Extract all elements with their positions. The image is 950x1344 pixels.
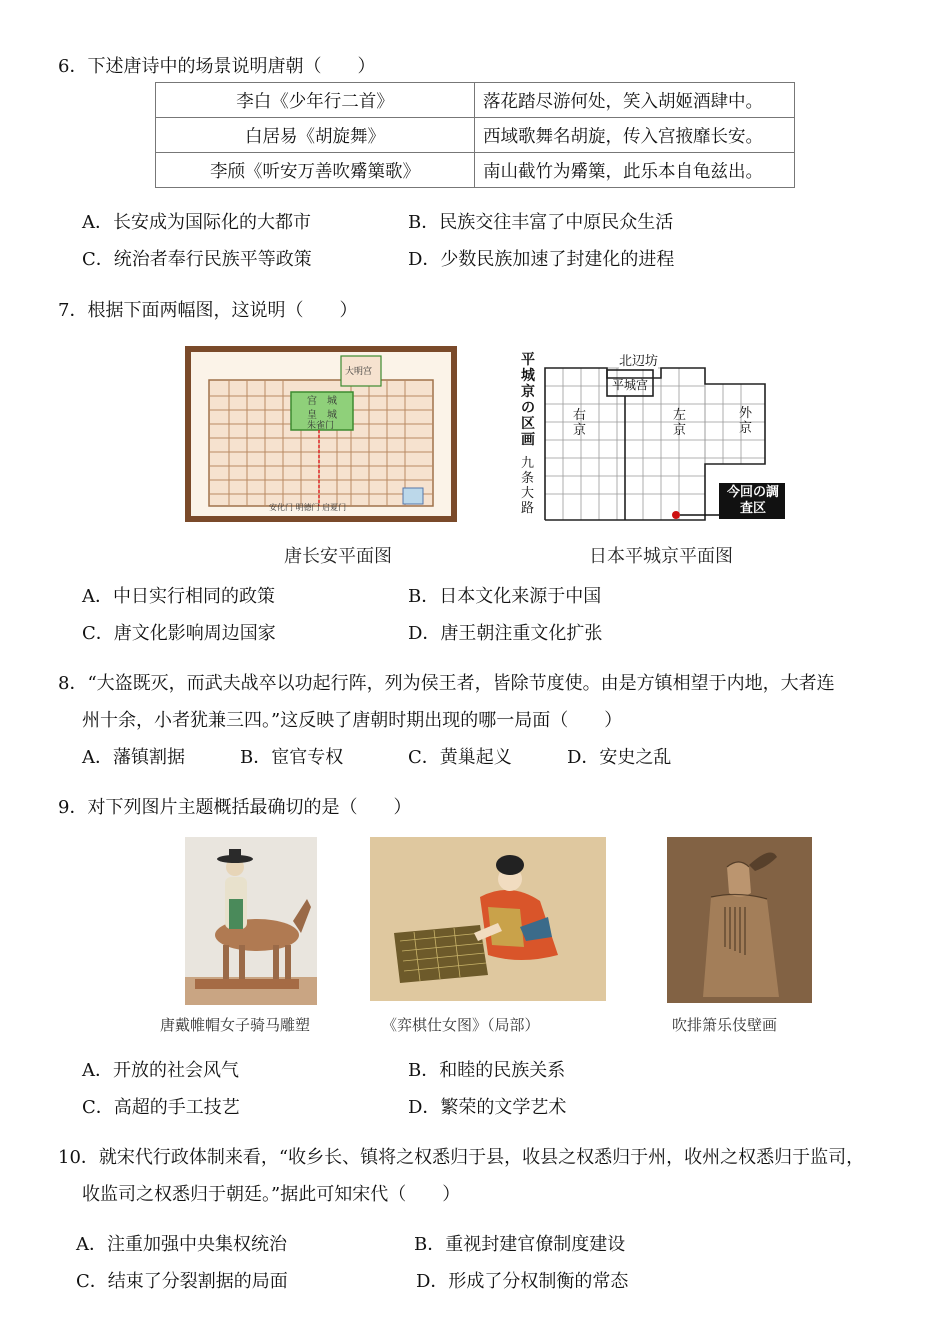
q10-option-b[interactable]: B．重视封建官僚制度建设 (414, 1234, 626, 1255)
zhuque-gate-label: 朱雀门 (307, 421, 335, 431)
q8-option-a[interactable]: A．藩镇割据 (82, 747, 185, 768)
panpipe-mural-illustration (667, 837, 812, 1003)
q9-option-c[interactable]: C．高超的手工技艺 (82, 1097, 240, 1118)
q10-option-a[interactable]: A．注重加强中央集权统治 (76, 1234, 287, 1255)
q10-option-c[interactable]: C．结束了分裂割据的局面 (76, 1271, 288, 1292)
q10-stem-line1: 10．就宋代行政体制来看，“收乡长、镇将之权悉归于县，收县之权悉归于州，收州之权悉归于监司， (58, 1147, 865, 1168)
rider-figurine-image (185, 837, 317, 1005)
panpipe-mural-caption: 吹排箫乐伎壁画 (672, 1016, 778, 1034)
q7-option-d[interactable]: D．唐王朝注重文化扩张 (408, 623, 603, 644)
weiqi-painting-image (370, 837, 606, 1001)
palace-label: 宫 城 (307, 396, 337, 407)
q6-option-b[interactable]: B．民族交往丰富了中原民众生活 (408, 212, 674, 233)
q6-option-a[interactable]: A．长安成为国际化的大都市 (82, 212, 311, 233)
kujo-road-label: 九条大路 (521, 456, 535, 516)
q8-option-d[interactable]: D．安史之乱 (567, 747, 672, 768)
poem-verse: 南山截竹为觱篥，此乐本自龟兹出。 (475, 153, 795, 188)
q10-stem-line2: 收监司之权悉归于朝廷。”据此可知宋代（ ） (82, 1184, 461, 1205)
heijo-palace-label: 平城宫 (612, 378, 649, 392)
q7-option-c[interactable]: C．唐文化影响周边国家 (82, 623, 276, 644)
q7-option-a[interactable]: A．中日实行相同的政策 (82, 586, 275, 607)
right-capital-label: 右京 (573, 408, 587, 438)
q9-option-b[interactable]: B．和睦的民族关系 (408, 1060, 566, 1081)
q9-option-a[interactable]: A．开放的社会风气 (82, 1060, 239, 1081)
q10-option-d[interactable]: D．形成了分权制衡的常态 (416, 1271, 629, 1292)
poem-verse: 落花踏尽游何处，笑入胡姬酒肆中。 (475, 83, 795, 118)
daming-palace-label: 大明宫 (345, 367, 373, 377)
heijokyo-map (515, 348, 795, 528)
changan-caption: 唐长安平面图 (284, 546, 392, 567)
survey-area-label: 今回の調査区 (726, 485, 779, 516)
table-row (156, 153, 795, 188)
weiqi-painting-illustration (370, 837, 606, 1001)
q7-stem: 7．根据下面两幅图，这说明（ ） (58, 300, 358, 321)
q8-stem-line1: 8．“大盗既灭，而武夫战卒以功起行阵，列为侯王者，皆除节度使。由是方镇相望于内地，大者连 (58, 673, 835, 694)
q9-option-d[interactable]: D．繁荣的文学艺术 (408, 1097, 567, 1118)
table-row (156, 118, 795, 153)
q6-option-c[interactable]: C．统治者奉行民族平等政策 (82, 249, 312, 270)
heijokyo-caption: 日本平城京平面图 (589, 546, 733, 567)
table-row (156, 83, 795, 118)
changan-map (185, 346, 457, 522)
rider-figurine-illustration (185, 837, 317, 1005)
weiqi-painting-caption: 《弈棋仕女图》（局部） (382, 1016, 540, 1034)
panpipe-mural-image (667, 837, 812, 1003)
heijokyo-side-title: 平城京の区画 (521, 352, 535, 448)
q8-stem-line2: 州十余，小者犹兼三四。”这反映了唐朝时期出现的哪一局面（ ） (82, 710, 623, 731)
south-gates-label: 安化门 明德门 启夏门 (269, 503, 347, 512)
poem-source: 李颀《听安万善吹觱篥歌》 (156, 153, 475, 188)
q8-option-b[interactable]: B．宦官专权 (240, 747, 344, 768)
changan-grid (191, 352, 451, 516)
q6-stem: 6．下述唐诗中的场景说明唐朝（ ） (58, 56, 376, 77)
poem-table (155, 82, 795, 188)
imperial-city-label: 皇 城 (307, 410, 337, 421)
q6-option-d[interactable]: D．少数民族加速了封建化的进程 (408, 249, 675, 270)
rider-figurine-caption: 唐戴帷帽女子骑马雕塑 (160, 1016, 311, 1034)
outer-capital-label: 外京 (739, 406, 753, 436)
poem-source: 白居易《胡旋舞》 (156, 118, 475, 153)
q7-option-b[interactable]: B．日本文化来源于中国 (408, 586, 602, 607)
q9-stem: 9．对下列图片主题概括最确切的是（ ） (58, 797, 412, 818)
poem-source: 李白《少年行二首》 (156, 83, 475, 118)
north-ward-label: 北辺坊 (619, 350, 658, 369)
q8-option-c[interactable]: C．黄巢起义 (408, 747, 512, 768)
left-capital-label: 左京 (673, 408, 687, 438)
poem-verse: 西域歌舞名胡旋，传入宫掖靡长安。 (475, 118, 795, 153)
